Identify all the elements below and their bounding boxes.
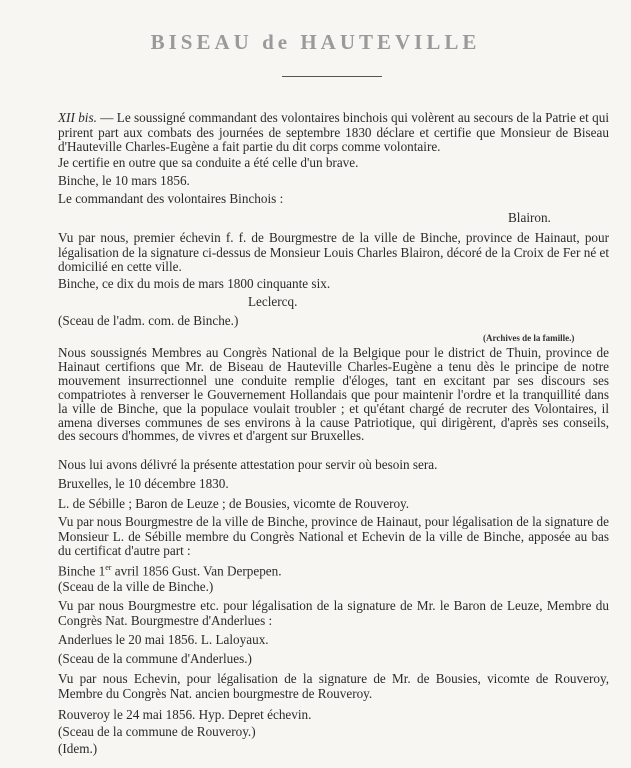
legal4-seal: (Sceau de la commune de Rouveroy.) <box>58 724 256 739</box>
doc1-legal-signature: Leclercq. <box>248 294 298 309</box>
legal3-date: Anderlues le 20 mai 1856. L. Laloyaux. <box>58 632 269 647</box>
legal4-date: Rouveroy le 24 mai 1856. Hyp. Depret échevin. <box>58 707 312 722</box>
doc2-line2: Nous lui avons délivré la présente attestation pour servir où besoin sera. <box>58 457 438 472</box>
legal2-date-suffix: avril 1856 Gust. Van Derpepen. <box>111 563 282 579</box>
doc1-date: Binche, le 10 mars 1856. <box>58 173 190 188</box>
doc1-legal-paragraph: Vu par nous, premier échevin f. f. de Bourgmestre de la ville de Binche, province de Hainaut, pour légalisation de la signature ci-dessus de Monsieur Louis Charles Blairon, décoré de la Croix de Fer né et domicilié en cette ville. <box>58 230 609 275</box>
legal2-date <box>58 561 282 579</box>
legal4-paragraph: Vu par nous Echevin, pour légalisation de la signature de Mr. de Bousies, vicomte de Rouveroy, Membre du Congrès Nat. ancien bourgmestre de Rouveroy. <box>58 671 609 701</box>
doc1-text: — Le soussigné commandant des volontaires binchois qui volèrent au secours de la Patrie et qui prirent part aux combats des journées de septembre 1830 déclare et certifie que Monsieur de Biseau d'Hauteville Charles-Eugène a fait partie du dit corps comme volontaire. <box>58 110 610 155</box>
legal2-paragraph: Vu par nous Bourgmestre de la ville de Binche, province de Hainaut, pour légalisation de la signature de Monsieur L. de Sébille membre du Congrès National et Echevin de la ville de Binche, apposée au bas du certificat d'autre part : <box>58 514 609 559</box>
doc2-date: Bruxelles, le 10 décembre 1830. <box>58 476 229 491</box>
legal3-seal: (Sceau de la commune d'Anderlues.) <box>58 651 252 666</box>
legal2-date-sup: er <box>105 563 112 572</box>
source-note: (Archives de la famille.) <box>483 333 575 343</box>
title-underline <box>282 76 382 77</box>
doc2-signatures: L. de Sébille ; Baron de Leuze ; de Bousies, vicomte de Rouveroy. <box>58 496 410 511</box>
doc1-signature: Blairon. <box>508 210 551 225</box>
doc1-role: Le commandant des volontaires Binchois : <box>58 191 284 206</box>
doc1-label: XII bis. <box>58 110 97 125</box>
page-title: BISEAU de HAUTEVILLE <box>150 30 481 54</box>
doc1-legal-date: Binche, ce dix du mois de mars 1800 cinquante six. <box>58 276 331 291</box>
legal2-seal: (Sceau de la ville de Binche.) <box>58 579 214 594</box>
doc1-line2: Je certifie en outre que sa conduite a été celle d'un brave. <box>58 155 359 170</box>
doc1-paragraph <box>58 111 609 155</box>
doc1-legal-seal: (Sceau de l'adm. com. de Binche.) <box>58 313 239 328</box>
legal4-idem: (Idem.) <box>58 741 98 756</box>
legal2-date-prefix: Binche 1 <box>58 563 106 579</box>
legal3-paragraph: Vu par nous Bourgmestre etc. pour légalisation de la signature de Mr. le Baron de Leuze, Membre du Congrès Nat. Bourgmestre d'Anderlues : <box>58 598 609 628</box>
doc2-paragraph: Nous soussignés Membres au Congrès National de la Belgique pour le district de Thuin, province de Hainaut certifions que Mr. de Biseau de Hauteville Charles-Eugène a tenu dès le principe de notre mouvement insurrectionnel une conduite remplie d'éloges, tant en excitant par ses discours ses compatriotes à renverser le Gouvernement Hollandais que pour maintenir l'ordre et la tranquillité dans la ville de Binche, que la populace voulait troubler ; et qu'étant chargé de recruter des Volontaires, il amena diverses communes de ses environs à la cause Patriotique, qui dirigèrent, d'après ses conseils, des secours d'hommes, de vivres et d'argent sur Bruxelles. <box>58 345 609 444</box>
